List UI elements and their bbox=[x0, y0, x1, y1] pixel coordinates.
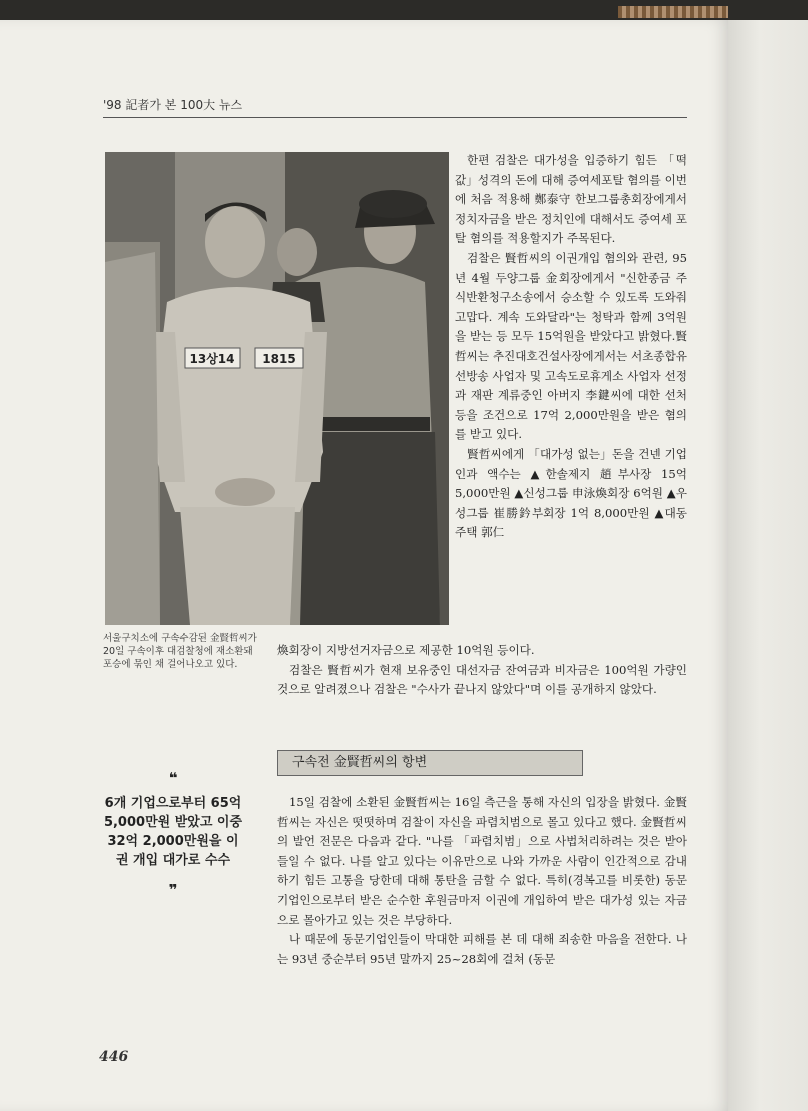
paragraph: 賢哲씨에게 「대가성 없는」돈을 건넨 기업인과 액수는 ▲한솔제지 趙부사장 15억 5,000만원 ▲신성그룹 申泳煥회장 6억원 ▲우성그룹 崔勝鈐부회장 1억 8,000만원 ▲대동주택 郭仁 bbox=[455, 446, 687, 540]
news-photo bbox=[105, 152, 449, 625]
running-header: '98 記者가 본 100大 뉴스 bbox=[103, 98, 243, 112]
paragraph-continuation: 煥회장이 지방선거자금으로 제공한 10억원 등이다. bbox=[277, 643, 535, 657]
photo-caption: 서울구치소에 구속수감된 金賢哲씨가 20일 구속이후 대검찰청에 재소환돼 포승에 묶인 채 걸어나오고 있다. bbox=[103, 633, 257, 670]
paragraph: 검찰은 賢哲씨가 현재 보유중인 대선자금 잔여금과 비자금은 100억원 가량인 것으로 알려졌으나 검찰은 "수사가 끝나지 않았다"며 이를 공개하지 않았다. bbox=[277, 662, 687, 697]
paragraph: 검찰은 賢哲씨의 이권개입 혐의와 관련, 95년 4월 두양그룹 金회장에게서 "신한종금 주식반환청구소송에서 승소할 수 있도록 도와줘 고맙다. 계속 도와달라"는 청탁과 함께 3억원을 받는 등 모두 15억원을 받았다고 밝혔다.賢哲씨는 추진대호건설사장에게서는 서초종합유선방송 사업자 및 고속도로휴게소 사업자 선정과 재판 계류중인 아버지 李鍵씨에 대한 선처 등을 조건으로 17억 2,000만원을 받은 혐의를 받고 있다. bbox=[455, 250, 687, 442]
paragraph: 한편 검찰은 대가성을 입증하기 힘든 「떡값」성격의 돈에 대해 증여세포탈 혐의를 이번에 처음 적용해 鄭泰守 한보그룹총회장에게서 정치자금을 받은 정치인에 대해서도 증여세 포탈 혐의를 적용할지가 주목된다. bbox=[455, 153, 687, 246]
section-body bbox=[277, 793, 687, 969]
header-rule bbox=[103, 117, 687, 118]
opposite-page-edge bbox=[728, 20, 808, 1111]
paragraph: 15일 검찰에 소환된 金賢哲씨는 16일 측근을 통해 자신의 입장을 밝혔다. 金賢哲씨는 자신은 떳떳하며 검찰이 자신을 파렴치범으로 몰고 있다고 했다. 金賢哲씨의 발언 전문은 다음과 같다. "나를 「파렴치범」으로 사법처리하려는 것은 받아들일 수 없다. 나를 알고 있다는 이유만으로 나와 가까운 사람이 인간적으로 감내하기 힘든 고통을 당한데 대해 통탄을 금할 수 없다. 특히(경복고를 비롯한) 동문 기업인으로부터 받은 순수한 후원금마저 이권에 개입하여 받은 대가성 있는 자금으로 몰아가고 있는 것은 부당하다. bbox=[277, 795, 687, 927]
paragraph: 나 때문에 동문기업인들이 막대한 피해를 본 데 대해 죄송한 마음을 전한다. 나는 93년 중순부터 95년 말까지 25~28회에 걸쳐 (동문 bbox=[277, 932, 687, 966]
pull-quote-text: 6개 기업으로부터 65억 5,000만원 받았고 이중 32억 2,000만원을 이권 개입 대가로 수수 bbox=[103, 796, 243, 868]
pull-quote bbox=[103, 770, 243, 898]
quote-close-mark: ❞ bbox=[168, 881, 178, 899]
prisoner-badge-left: 13상14 bbox=[189, 352, 235, 366]
book-edge bbox=[618, 6, 728, 18]
page-number: 446 bbox=[99, 1049, 129, 1065]
quote-open-mark: ❝ bbox=[168, 769, 178, 787]
prisoner-badge-right: 1815 bbox=[262, 352, 296, 366]
right-column bbox=[455, 151, 687, 543]
section-heading: 구속전 金賢哲씨의 항변 bbox=[277, 750, 583, 776]
top-strip bbox=[0, 0, 808, 22]
wide-column bbox=[277, 641, 687, 700]
photo-illustration bbox=[105, 152, 449, 625]
